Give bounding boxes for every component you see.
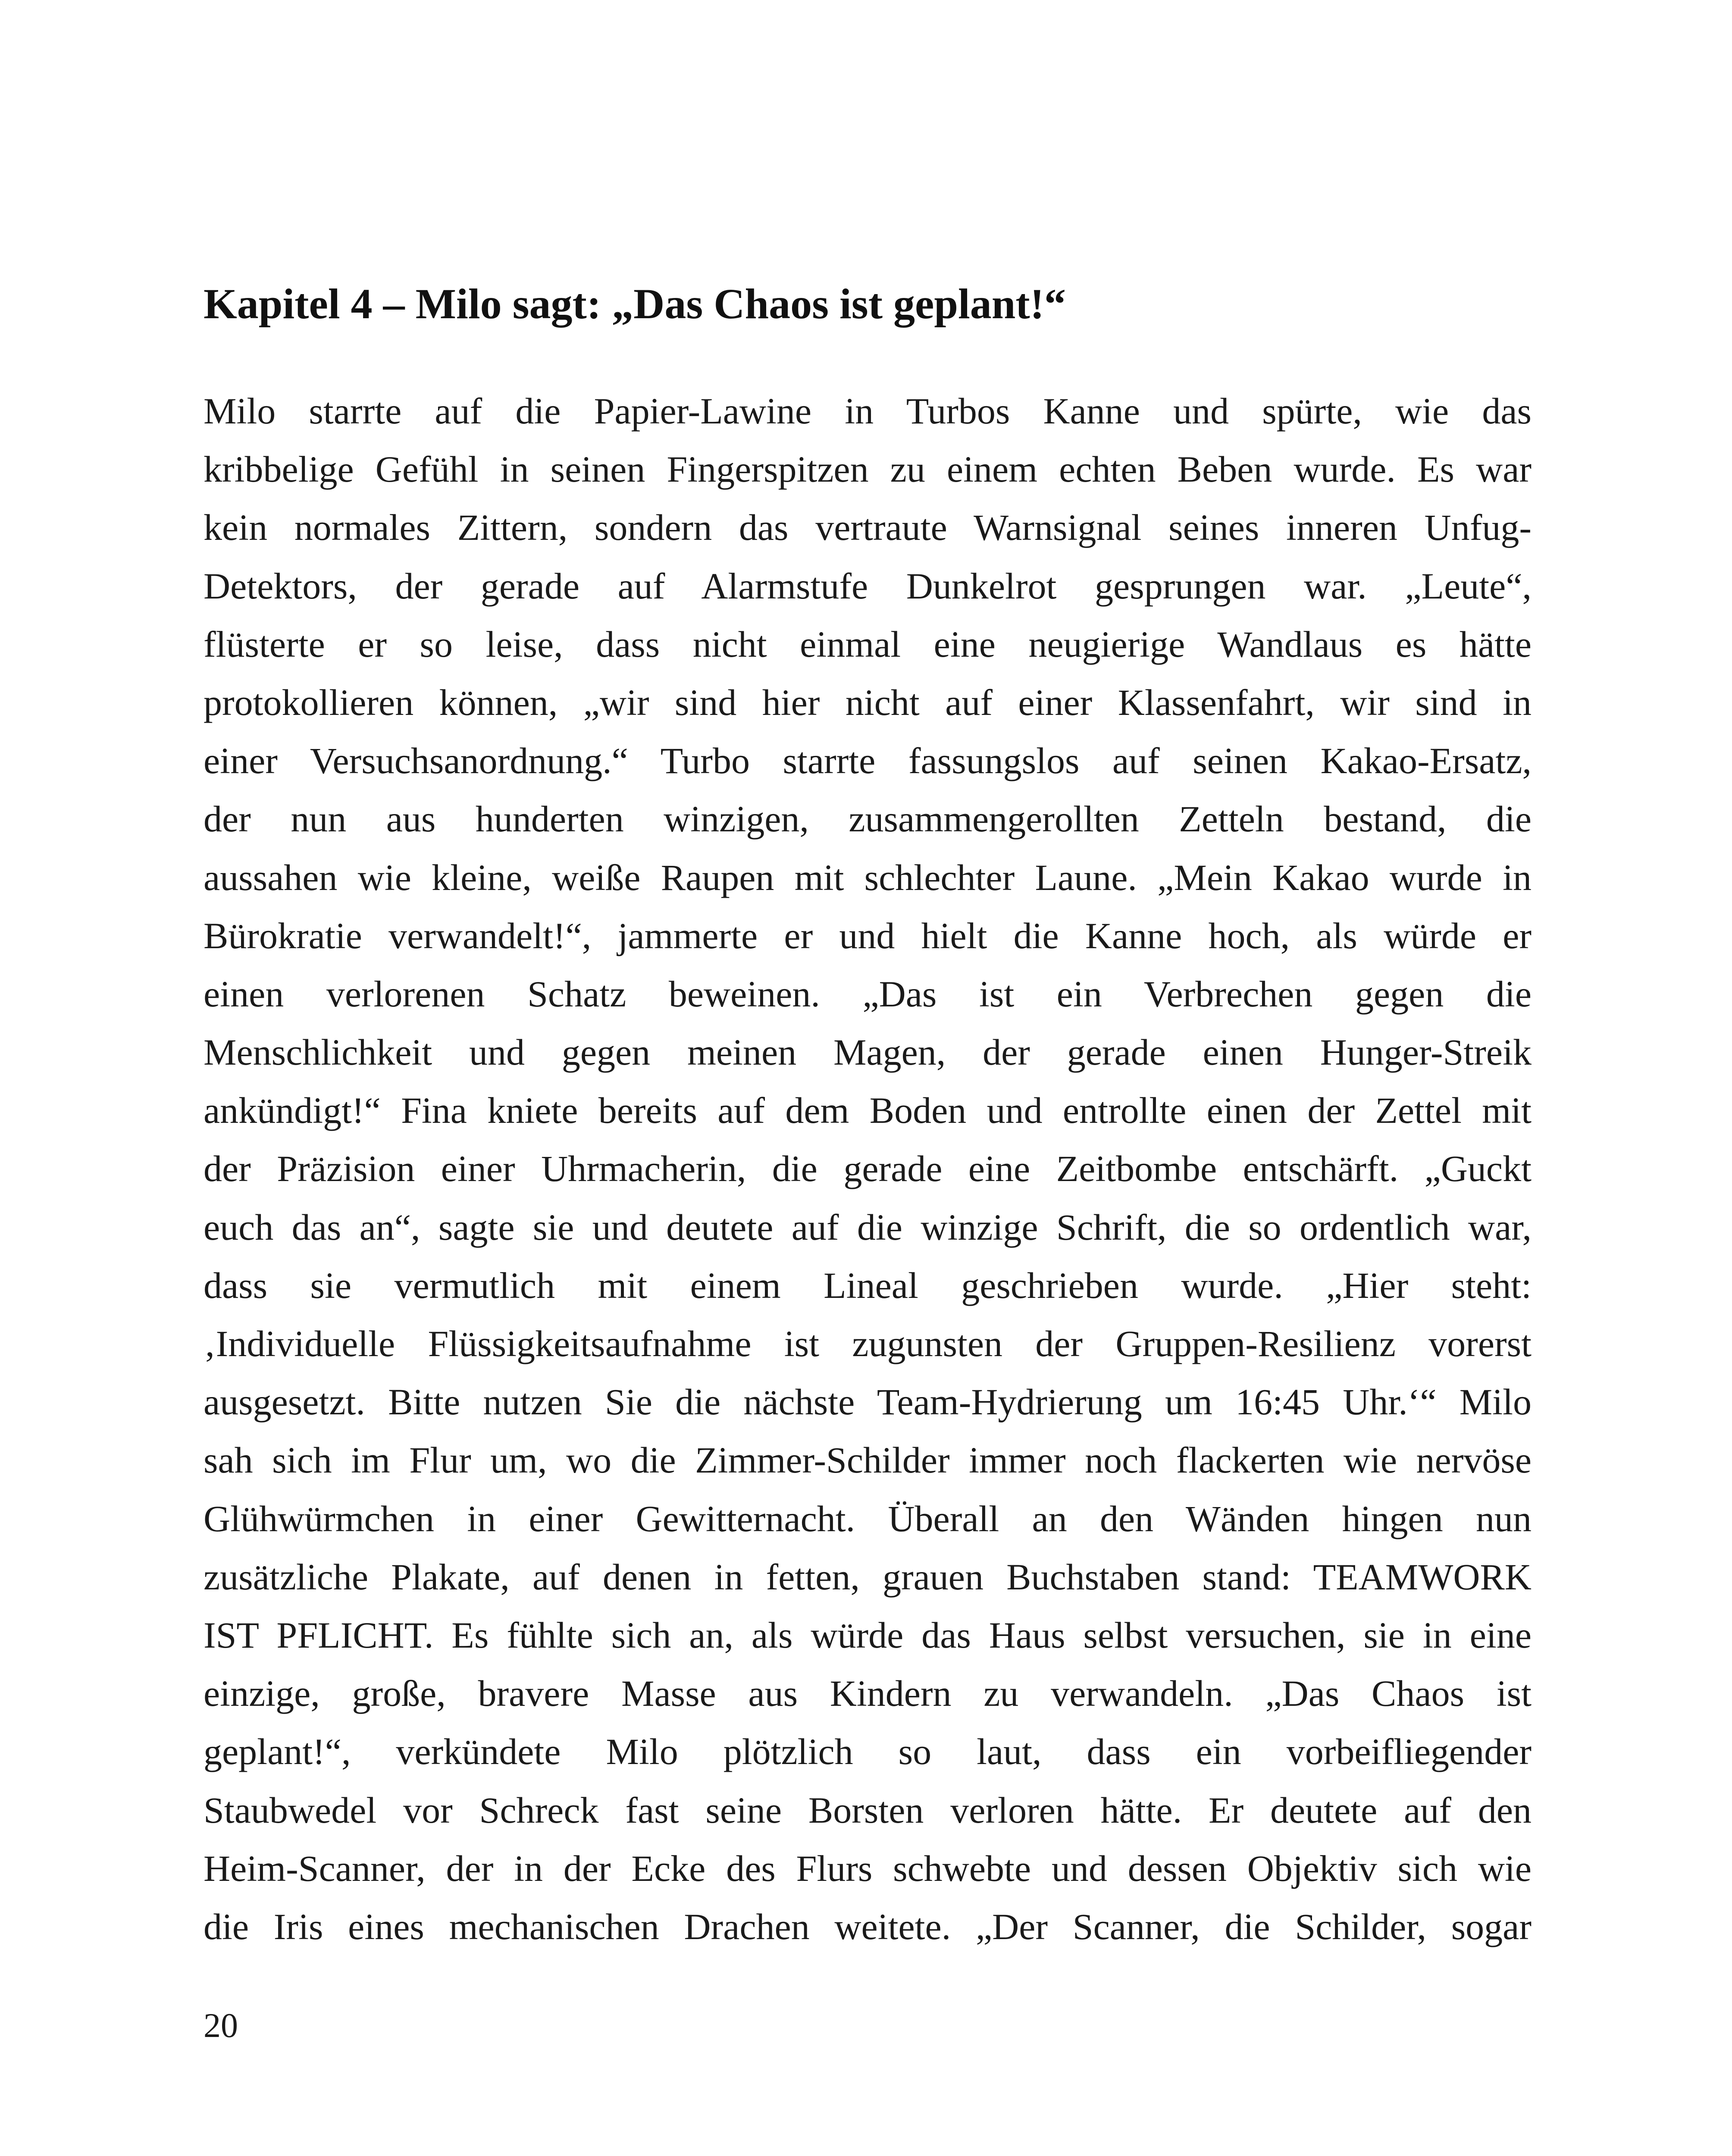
text-line: Glühwürmchen in einer Gewitternacht. Überall an den Wänden hingen nun: [204, 1498, 1532, 1539]
text-line: protokollieren können, „wir sind hier nicht auf einer Klassenfahrt, wir sind in: [204, 681, 1532, 723]
text-line: einen verlorenen Schatz beweinen. „Das ist ein Verbrechen gegen die: [204, 973, 1532, 1015]
text-line: dass sie vermutlich mit einem Lineal geschrieben wurde. „Hier steht:: [204, 1264, 1532, 1306]
text-line: Detektors, der gerade auf Alarmstufe Dunkelrot gesprungen war. „Leute“,: [204, 565, 1532, 607]
text-line: sah sich im Flur um, wo die Zimmer-Schilder immer noch flackerten wie nervöse: [204, 1439, 1532, 1481]
text-line: kein normales Zittern, sondern das vertraute Warnsignal seines inneren Unfug-: [204, 507, 1532, 548]
text-line: einzige, große, bravere Masse aus Kindern zu verwandeln. „Das Chaos ist: [204, 1673, 1532, 1714]
text-line: aussahen wie kleine, weiße Raupen mit schlechter Laune. „Mein Kakao wurde in: [204, 856, 1532, 898]
page-number: 20: [204, 2007, 238, 2045]
text-line: geplant!“, verkündete Milo plötzlich so laut, dass ein vorbeifliegender: [204, 1731, 1532, 1773]
text-line: Bürokratie verwandelt!“, jammerte er und hielt die Kanne hoch, als würde er: [204, 915, 1532, 956]
text-line: Menschlichkeit und gegen meinen Magen, der gerade einen Hunger-Streik: [204, 1031, 1532, 1073]
text-line: einer Versuchsanordnung.“ Turbo starrte fassungslos auf seinen Kakao-Ersatz,: [204, 740, 1532, 782]
chapter-title: Kapitel 4 – Milo sagt: „Das Chaos ist geplant!“: [204, 280, 1066, 328]
text-line: ausgesetzt. Bitte nutzen Sie die nächste Team-Hydrierung um 16:45 Uhr.‘“ Milo: [204, 1381, 1532, 1423]
text-line: Heim-Scanner, der in der Ecke des Flurs schwebte und dessen Objektiv sich wie: [204, 1847, 1532, 1889]
text-line: Staubwedel vor Schreck fast seine Borsten verloren hätte. Er deutete auf den: [204, 1789, 1532, 1831]
text-line: IST PFLICHT. Es fühlte sich an, als würde das Haus selbst versuchen, sie in eine: [204, 1614, 1532, 1656]
text-line: der Präzision einer Uhrmacherin, die gerade eine Zeitbombe entschärft. „Guckt: [204, 1148, 1532, 1190]
text-line: die Iris eines mechanischen Drachen weitete. „Der Scanner, die Schilder, sogar: [204, 1905, 1532, 1947]
text-line: Milo starrte auf die Papier-Lawine in Turbos Kanne und spürte, wie das: [204, 390, 1532, 432]
text-line: flüsterte er so leise, dass nicht einmal eine neugierige Wandlaus es hätte: [204, 623, 1532, 665]
text-line: kribbelige Gefühl in seinen Fingerspitzen zu einem echten Beben wurde. Es war: [204, 448, 1532, 490]
text-line: ankündigt!“ Fina kniete bereits auf dem Boden und entrollte einen der Zettel mit: [204, 1090, 1532, 1131]
text-line: euch das an“, sagte sie und deutete auf die winzige Schrift, die so ordentlich war,: [204, 1206, 1532, 1248]
text-line: ‚Individuelle Flüssigkeitsaufnahme ist zugunsten der Gruppen-Resilienz vorerst: [204, 1323, 1532, 1364]
text-line: zusätzliche Plakate, auf denen in fetten, grauen Buchstaben stand: TEAMWORK: [204, 1556, 1532, 1598]
body-text: [204, 382, 1532, 1956]
text-line: der nun aus hunderten winzigen, zusammengerollten Zetteln bestand, die: [204, 798, 1532, 840]
